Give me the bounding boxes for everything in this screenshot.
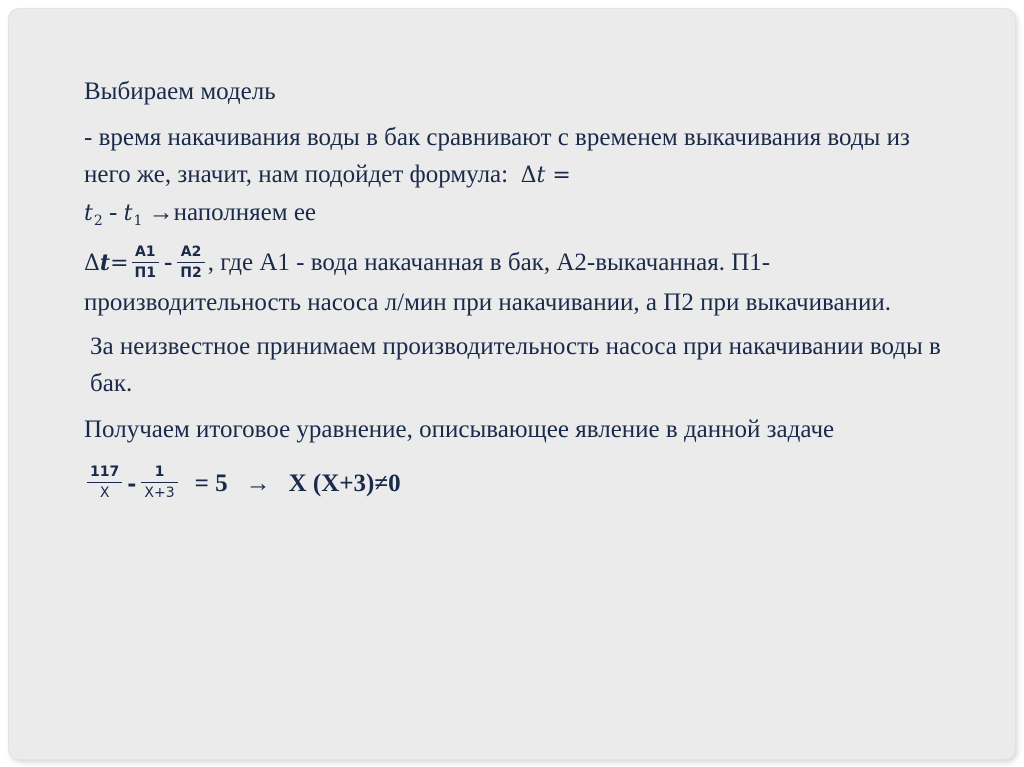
equation-rhs: = 5 xyxy=(194,469,228,497)
equation-minus: - xyxy=(127,470,137,497)
fraction-117-x: $\frac{117}{X}$ xyxy=(87,463,122,502)
result-paragraph: Получаем итоговое уравнение, описывающее явление в данной задаче xyxy=(84,415,835,443)
unknown-paragraph: За неизвестное принимаем производительность насоса при накачивании воды в бак. xyxy=(90,332,941,397)
arrow-right-icon: → xyxy=(245,469,271,497)
formula-paragraph xyxy=(84,244,944,321)
formula2-lhs: Δt= xyxy=(84,250,129,276)
fraction-a1-p1: $\frac{A1}{П1}$ xyxy=(132,243,159,282)
final-equation xyxy=(84,454,944,515)
model-paragraph xyxy=(84,119,944,235)
equation-condition: X (X+3)≠0 xyxy=(288,469,401,497)
formula-t2: $t_2$ xyxy=(84,201,103,229)
slide-content xyxy=(84,73,944,515)
formula-t1: $t_1$ xyxy=(123,201,143,229)
model-after-text: наполняем ее xyxy=(173,199,317,226)
formula2-text: , где А1 - вода накачанная в бак, А2-выкачанная. П1-производительность насоса л/мин при накачивании, а П2 при выкачивании. xyxy=(84,249,891,316)
formula2-minus: - xyxy=(163,249,173,276)
formula-delta-t: Δt = xyxy=(520,163,571,188)
fraction-a2-p2: $\frac{A2}{П2}$ xyxy=(177,243,204,282)
model-text: - время накачивания воды в бак сравнивают с временем выкачивания воды из него же, значит, нам подойдет формула: xyxy=(84,124,910,188)
fraction-1-x3: $\frac{1}{X+3}$ xyxy=(141,463,177,502)
formula-minus: - xyxy=(109,199,118,226)
slide xyxy=(9,9,1015,759)
slide-title: Выбираем модель xyxy=(84,78,276,105)
right-arrow-icon: → xyxy=(148,199,174,226)
